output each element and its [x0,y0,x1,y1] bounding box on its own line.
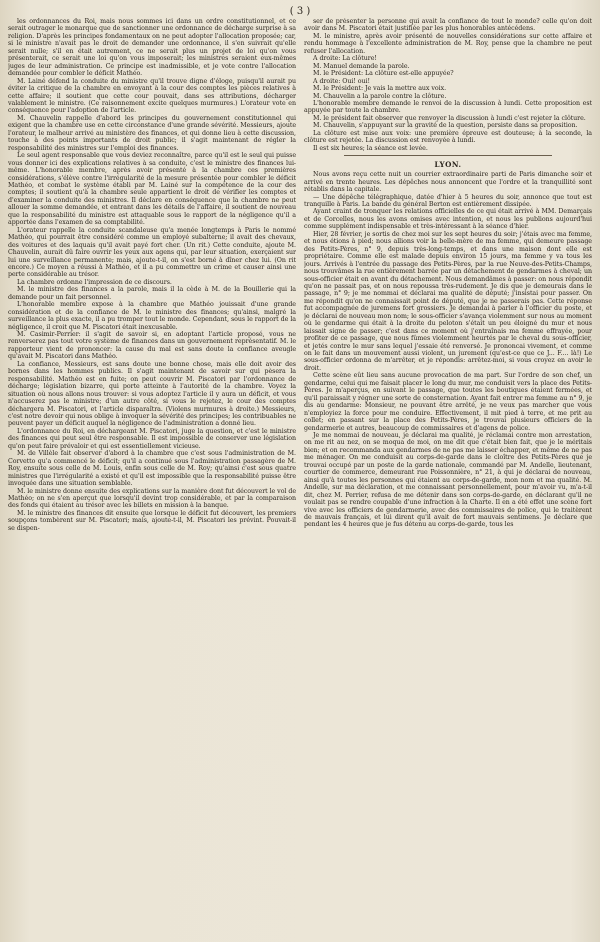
paragraph: L'orateur rappelle la conduite scandaleuse qu'a menée longtemps à Paris le nommé Mathéo, qui pourrait être considéré comme un employé subalterne; il avait des chevaux, des voitures et des laquais qu'il avait payé fort cher. (Un rit.) Cette conduite, ajoute M. Chauvelin, aurait dû faire ouvrir les yeux aux agens qui, par leur situation, exerçaient sur lui une surveillance permanente; mais, ajoute-t-il, on s'est borné à dîner chez lui. (On rit encore.) Ce moyen a réussi à Mathéo, et il a pu commettre un crime et causer ainsi une perte considérable au trésor. [8,226,296,279]
chamber-debate-continuation [304,18,592,152]
paragraph: — Une dépêche télégraphique, datée d'hier à 5 heures du soir, annonce que tout est tranquille à Paris. La bande du général Berton est entièrement dissipée. [304,193,592,208]
paragraph: Il est six heures; la séance est levée. [313,144,428,152]
paragraph: A droite: Oui! oui! [313,77,370,85]
paragraph: M. Chauvelin, s'appuyant sur la gravité de la question, persiste dans sa proposition. [313,122,578,130]
paragraph: M. de Villèle fait observer d'abord à la chambre que c'est sous l'administration de M. Corvetto qu'a commencé le déficit; qu'il a continué sous l'administration passagère de M. Roy, ensuite sous celle de M. Louis, enfin sous celle de M. Roy; qu'ainsi c'est sous quatre ministres que l'irrégularité a existé et qu'il est impossible que la responsabilité puisse être invoquée dans une situation semblable. [8,450,296,488]
paragraph: La confiance, Messieurs, est sans doute une bonne chose, mais elle doit avoir des bornes dans les hommes publics. Il s'agit maintenant de savoir sur qui pèsera la responsabilité. Mathéo est en fuite; on peut couvrir M. Piscatori par l'ordonnance de décharge; législation bizarre, qui porte atteinte à l'autorité de la chambre. Voyez la situation où nous allons nous trouver: si vous adoptez l'article il y aura un déficit, et vous n'accuserez pas le ministre; d'un autre côté, si vous le rejetez, le cour des comptes déchargera M. Piscatori, et l'article disparaîtra. (Violens murmures à droite.) Messieurs, c'est notre devoir qui nous oblige à invoquer la sévérité des principes; les contribuables ne peuvent payer un déficit auquel la négligence de l'administration a donné lieu. [8,360,296,428]
paragraph: M. le Président: Je vais la mettre aux voix. [313,85,447,93]
paragraph: Hier, 28 février, je sortis de chez moi sur les sept heures du soir; j'étais avec ma femme, et nous étions à pied; nous allions voir la belle-mère de ma femme, qui demeure passage des Petits-Pères, n° 9, depuis très-long-temps, et dans une maison dont elle est propriétaire. Comme elle est malade depuis environ 15 jours, ma femme y va tous les jours. Arrivés à l'entrée du passage des Petits-Pères, par la rue Neuve-des-Petits-Champs, nous trouvâmes la rue entièrement barrée par un détachement de gendarmes à cheval; un sous-officier était en avant du détachement. Nous demandâmes à passer: on nous répondit qu'on ne passait pas, et on nous repoussa très-rudement. Je dis que je demeurais dans le passage, n° 9; je me nommai et déclarai ma qualité de député; j'insistai pour passer. On me répondit qu'on ne connaissait point de député, que je ne passerais pas. Cette réponse fut accompagnée de juremens fort grossiers. Je demandai à parler à l'officier du poste, et je déclarai de nouveau mon nom; le sous-officier s'avança violemment sur nous au moment où le gendarme qui était à la droite du peloton s'était un peu éloigné du mur et nous laissait signe de passer; c'est dans ce moment où j'entraînais ma femme effrayée, pour profiter de ce passage, que nous fûmes violemment heurtés par le cheval du sous-officier, et jetés contre le mur sans lequel j'essaie été renversé. Je prononcai vivement, et comme on le fait dans un mouvement aussi violent, un jurement (qu'est-ce que ce J... F.... là!) Le sous-officier ordonna de m'arrêter, et je répondis: arrêtez-moi, si vous croyez en avoir le droit. [304,230,592,372]
section-divider [344,155,552,156]
columns [8,18,592,942]
paragraph: M. le ministre donne ensuite des explications sur la manière dont fut découvert le vol de Mathéo; on ne s'en aperçut que lorsqu'il devint trop considérable, et par la comparaison des fonds qui étaient au trésor avec les billets en mission à la banque. [8,487,296,510]
paragraph: M. le président fait observer que renvoyer la discussion à lundi c'est rejeter la clôture. [313,114,586,122]
lyon-news-section [304,171,592,529]
paragraph: L'honorable membre expose à la chambre que Mathéo jouissait d'une grande considération et de la confiance de M. le ministre des finances; qu'ainsi, malgré la surveillance la plus exacte, il a pu tromper tout le monde. Cependant, sous le rapport de la négligence, il croit que M. Piscatori était inexcusable. [8,301,296,331]
paragraph: Nous avons reçu cette nuit un courrier extraordinaire parti de Paris dimanche soir et arrivé en trente heures. Les dépêches nous annoncent que l'ordre et la tranquillité sont rétablis dans la capitale. [304,171,592,194]
paragraph: les ordonnances du Roi, mais nous sommes ici dans un ordre constitutionnel, et ce serait outrager le monarque que de sanctionner une ordonnance de décharge surprise à sa religion. D'après les principes fondamentaux on ne peut adopter l'allocation proposée; car, si le ministre n'avait pas le droit de demander une ordonnance, il s'en suivrait qu'elle serait nulle; s'il en était autrement, ce ne serait plus un projet de loi qu'on vous présenterait, ce serait une loi qu'on vous imposerait; les ministres seraient eux-mêmes juges de leur administration. Ce principe est inadmissible, et je vote contre l'allocation demandée pour combler le déficit Mathéo. [8,18,296,78]
paragraph: M. le ministre des finances dit ensuite que lorsque le déficit fut découvert, les premiers soupçons tombèrent sur M. Piscatori; mais, ajoute-t-il, M. Piscatori les prévint. Pouvait-il se dispen- [8,509,296,532]
paragraph: M. Casimir-Perrier: il s'agit de savoir si, en adoptant l'article proposé, vous ne renverserez pas tout votre système de finances dans un gouvernement représentatif. M. le rapporteur vient de prononcer: la cause du mal est sans doute la confiance aveugle qu'avait M. Piscatori dans Mathéo. [8,331,296,361]
paragraph: M. Manuel demande la parole. [313,62,410,70]
paragraph: M. Chauvelin rappelle d'abord les principes du gouvernement constitutionnel qui exigent que la chambre use en cette circonstance d'une grande sévérité. Messieurs, ajoute l'orateur, le malheur arrivé au ministère des finances, et qui donne lieu à cette discussion, touche à des points importants de droit public; il s'agit maintenant de régler la responsabilité des ministres sur l'emploi des finances. [8,114,296,152]
paragraph: Ayant craint de tronquer les relations officielles de ce qui était arrivé à MM. Demarçais et de Corcelles, nous les avons omises avec intention, et nous les publions aujourd'hui comme supplément indispensable et très-intéressant à la séance d'hier. [304,208,592,231]
paragraph: ser de présenter la personne qui avait la confiance de tout le monde? celle qu'on doit avoir dans M. Piscatori était justifiée par les plus honorables antécédens. [304,18,592,33]
paragraph: M. Chauvelin a la parole contre la clôture. [313,92,447,100]
paragraph: M. le ministre, après avoir présenté de nouvelles considérations sur cette affaire et rendu hommage à l'excellente administration de M. Roy, pense que la chambre ne peut refuser l'allocation. [304,32,592,55]
paragraph: M. le ministre des finances a la parole, mais il la cède à M. de la Bouillerie qui la demande pour un fait personnel. [8,286,296,301]
paragraph: Cette scène eût lieu sans aucune provocation de ma part. Sur l'ordre de son chef, un gendarme, celui qui me faisait placer le long du mur, me conduisit vers la place des Petits-Pères. Je m'aperçus, en suivant le passage, que toutes les boutiques étaient fermées, et qu'il paraissait y régner une sorte de consternation. Ayant fait entrer ma femme au n° 9, je dis au gendarme: Monsieur, ne pouvant être arrêté, je ne veux pas marcher que vous n'employiez la force pour me conduire. Effectivement, il mit pied à terre, et me prit au collet; en passant sur la place des Petits-Pères, je trouvai plusieurs officiers de la gendarmerie et autres, beaucoup de commissaires et d'agens de police. [304,372,592,432]
paragraph: Je me nommai de nouveau, je déclarai ma qualité, je réclamai contre mon arrestation, on me rit au nez, on se moqua de moi, on me dit que c'était bien fait, que je le méritais bien; et on recommanda aux gendarmes de ne pas me laisser échapper, et même de ne pas me ménager. On me conduisit au corps-de-garde dans le cloître des Petits-Pères que je trouvai occupé par un poste de la garde nationale, commandé par M. Andelle, lieutenant, courtier de commerce, demeurant rue Poissonnière, n° 21, à qui je déclarai de nouveau, ainsi qu'à toutes les personnes qui étaient au corps-de-garde, mon nom et ma qualité. M. Andelle, sur ma déclaration, et me connaissant personnellement, pour m'avoir vu, m'a-t-il dit, chez M. Perrier, refusa de me détenir dans son corps-de-garde, en déclarant qu'il ne voulait pas se rendre coupable d'une infraction à la Charte. Il en a été effet une scène fort vive avec les officiers de gendarmerie, avec des commissaires de police, qui le traitèrent de mauvais français, et lui dirent qu'il avait de fort mauvais sentimens. Je déclare que pendant les 4 heures que je fus détenu au corps-de-garde, tous les [304,432,592,529]
paragraph: L'honorable membre demande le renvoi de la discussion à lundi. Cette proposition est appuyée par toute la chambre. [304,99,592,115]
right-column [304,18,592,942]
paragraph: A droite: La clôture! [313,55,377,63]
paragraph: La chambre ordonne l'impression de ce discours. [17,278,172,286]
paragraph: M. le Président: La clôture est-elle appuyée? [313,70,454,78]
paragraph: La clôture est mise aux voix: une première épreuve est douteuse; à la seconde, la clôture est rejetée. La discussion est renvoyée à lundi. [304,129,592,145]
paragraph: M. Lainé défend la conduite du ministre qu'il trouve digne d'éloge, puisqu'il aurait pu éviter la critique de la chambre en envoyant à la cour des comptes les pièces relatives à cette affaire; il soutient que cette cour pouvait, dans ses attributions, décharger valablement le ministre. (Ce raisonnement excite quelques murmures.) L'orateur vote en conséquence pour l'adoption de l'article. [8,77,296,115]
left-column [8,18,296,942]
paragraph: L'ordonnance du Roi, en déchargeant M. Piscatori, juge la question, et c'est le ministre des finances qui peut seul être responsable. Il est impossible de conserver une législation qu'on peut faire prévaloir et qui est essentiellement vicieuse. [8,427,296,450]
paragraph: Le seul agent responsable que vous deviez reconnaître, parce qu'il est le seul qui puisse vous donner ici des explications relatives à sa conduite, c'est le ministre des finances lui-même. L'honorable membre, après avoir présenté à la chambre ces premières considérations, s'élève contre l'irrégularité de la mesure présentée pour combler le déficit Mathéo, et combat le système établi par M. Lainé sur la compétence de la cour des comptes; il soutient qu'à la chambre seule appartient le droit de vérifier les comptes et d'examiner la conduite des ministres. Il déclare en conséquence que la chambre ne peut allouer la somme demandée, et entrant dans les détails de l'affaire, il soutient de nouveau que la responsabilité du ministre est attaquable sous le rapport de la négligence qu'il a apportée dans l'examen de sa comptabilité. [8,152,296,227]
dateline-heading: LYON. [434,160,462,170]
page-number: ( 3 ) [289,6,311,17]
